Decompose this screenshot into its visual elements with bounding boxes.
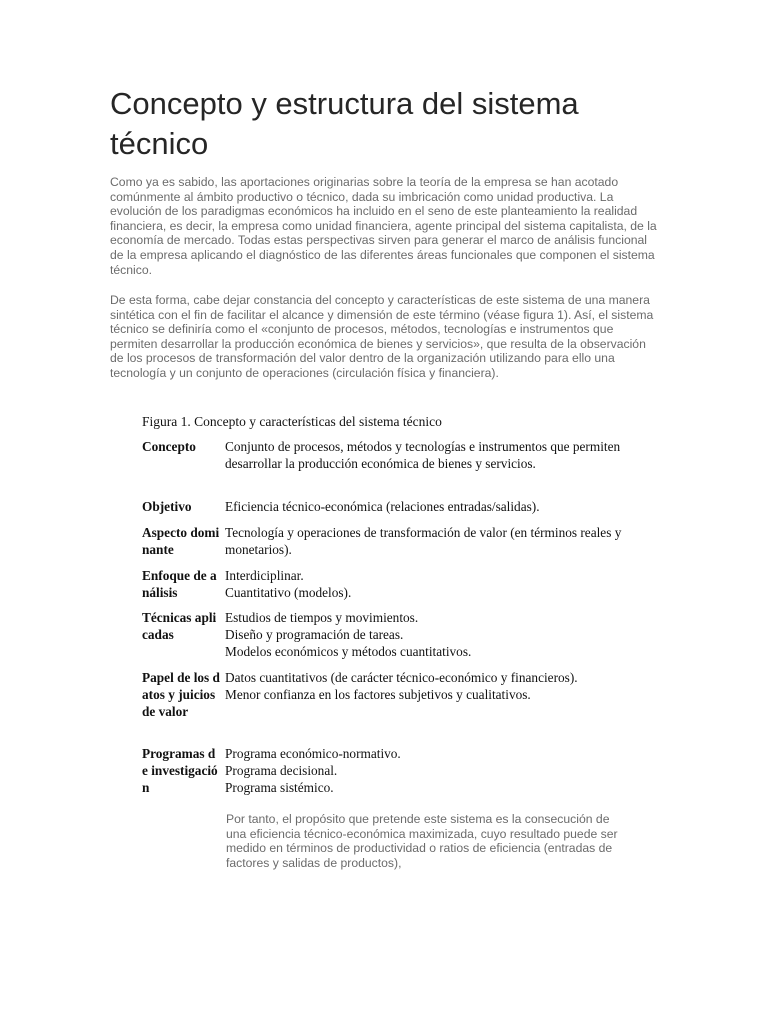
figure-row-definition: Menor confianza en los factores subjetivos y cualitativos. [225,687,531,702]
paragraph-closing: Por tanto, el propósito que pretende este sistema es la consecución de una eficiencia técnico-económica maximizada, cuyo resultado puede ser medido en términos de productividad o ratios de eficiencia (entradas de factores y salidas de productos), [226,812,618,870]
figure-row-definition: Tecnología y operaciones de transformación de valor (en términos reales y monetarios). [225,525,622,557]
figure-row-definitions [225,498,645,515]
figure-caption: Figura 1. Concepto y características del sistema técnico [142,414,442,429]
figure-row-definitions [225,609,645,660]
figure-row-definitions [225,669,645,703]
figure-row-term: Técnicas aplicadas [142,610,217,642]
figure-row-definition: Datos cuantitativos (de carácter técnico-económico y financieros). [225,670,578,685]
figure-row-term: Papel de los datos y juicios de valor [142,670,220,719]
figure-row-term: Aspecto dominante [142,525,220,557]
figure-row-definitions [225,438,645,472]
page-title: Concepto y estructura del sistema técnico [110,86,579,161]
figure-row-term: Enfoque de análisis [142,568,217,600]
figure-row-definition: Programa económico-normativo. [225,746,401,761]
figure-row-definition: Programa sistémico. [225,780,334,795]
figure-row-definition: Diseño y programación de tareas. [225,627,404,642]
figure-row-definitions [225,745,645,796]
figure-row-definition: Interdiciplinar. [225,568,304,583]
figure-row-definition: Cuantitativo (modelos). [225,585,352,600]
figure-row-term: Objetivo [142,499,192,514]
figure-row-definition: Programa decisional. [225,763,338,778]
figure-row-definition: Modelos económicos y métodos cuantitativos. [225,644,472,659]
figure-row-definition: Estudios de tiempos y movimientos. [225,610,419,625]
figure-row-definitions [225,524,645,558]
figure-row-definition: Eficiencia técnico-económica (relaciones entradas/salidas). [225,499,540,514]
figure-row-definition: Conjunto de procesos, métodos y tecnologías e instrumentos que permiten desarrollar la producción económica de bienes y servicios. [225,439,621,471]
figure-row-term: Programas de investigación [142,746,218,795]
figure-row-term: Concepto [142,439,196,454]
paragraph-intro: Como ya es sabido, las aportaciones originarias sobre la teoría de la empresa se han acotado comúnmente al ámbito productivo o técnico, dada su imbricación como unidad productiva. La evolución de los paradigmas económicos ha incluido en el seno de este planteamiento la realidad financiera, es decir, la empresa como unidad financiera, agente principal del sistema capitalista, de la economía de mercado. Todas estas perspectivas sirven para generar el marco de análisis funcional de la empresa aplicando el diagnóstico de las diferentes áreas funcionales que componen el sistema técnico. [110,175,657,277]
paragraph-definition: De esta forma, cabe dejar constancia del concepto y características de este sistema de una manera sintética con el fin de facilitar el alcance y dimensión de este término (véase figura 1). Así, el sistema técnico se definiría como el «conjunto de procesos, métodos, tecnologías e instrumentos que permiten desarrollar la producción económica de bienes y servicios», que resulta de la observación de los procesos de transformación del valor dentro de la organización utilizando para ello una tecnología y un conjunto de operaciones (circulación física y financiera). [110,293,654,380]
figure-row-definitions [225,567,645,601]
